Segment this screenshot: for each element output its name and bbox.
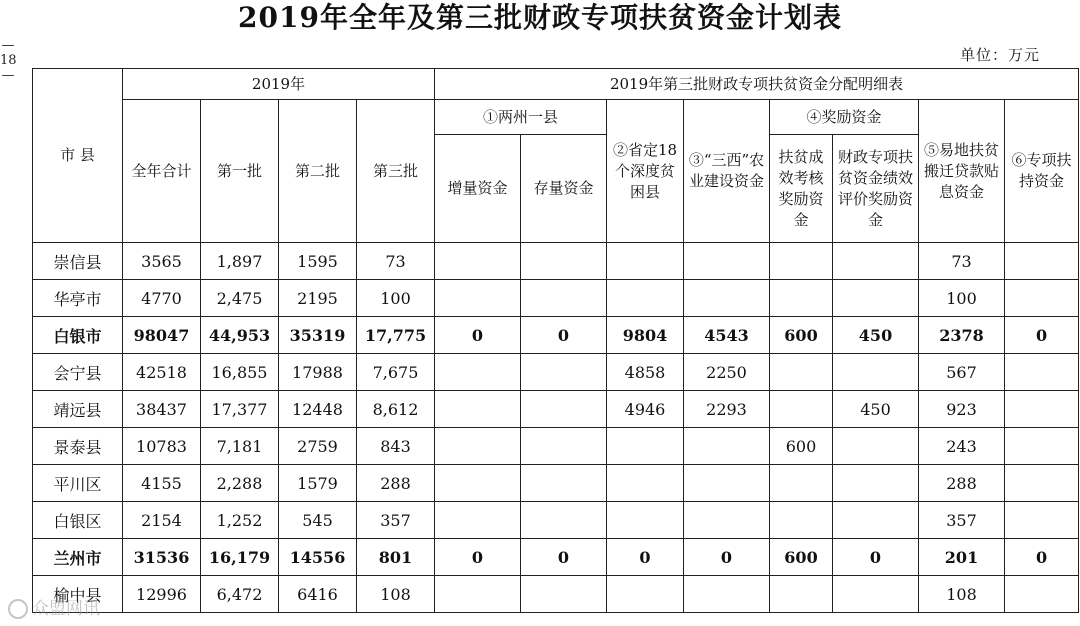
- county-name-cell: 景泰县: [33, 428, 123, 465]
- value-cell-total: 4770: [123, 280, 201, 317]
- value-cell-deep: 9804: [607, 317, 684, 354]
- value-cell-reval: 450: [833, 391, 919, 428]
- table-body: [33, 243, 1079, 613]
- value-cell-b2: 6416: [279, 576, 357, 613]
- value-cell-reval: [833, 243, 919, 280]
- value-cell-inc: 0: [435, 539, 521, 576]
- page-title: 2019年全年及第三批财政专项扶贫资金计划表: [238, 1, 842, 34]
- value-cell-exist: [521, 428, 607, 465]
- county-name-cell: 华亭市: [33, 280, 123, 317]
- county-name-cell: 白银区: [33, 502, 123, 539]
- value-cell-exist: [521, 391, 607, 428]
- value-cell-deep: [607, 465, 684, 502]
- table-row: [33, 465, 1079, 502]
- col-relocation: ⑤易地扶贫搬迁贷款贴息资金: [919, 100, 1005, 243]
- watermark-text: 众盟网讯: [32, 599, 100, 619]
- table-row: [33, 428, 1079, 465]
- value-cell-reloc: 108: [919, 576, 1005, 613]
- value-cell-exist: 0: [521, 317, 607, 354]
- value-cell-total: 2154: [123, 502, 201, 539]
- value-cell-reval: [833, 502, 919, 539]
- county-name-cell: 榆中县: [33, 576, 123, 613]
- value-cell-sanxi: 2293: [684, 391, 770, 428]
- value-cell-reval: [833, 280, 919, 317]
- group-reward: ④奖励资金: [770, 100, 919, 135]
- value-cell-rperf: [770, 502, 833, 539]
- value-cell-deep: 4858: [607, 354, 684, 391]
- value-cell-reval: [833, 428, 919, 465]
- page-number: — 18 —: [0, 38, 17, 83]
- table-header: [33, 69, 1079, 243]
- value-cell-inc: [435, 391, 521, 428]
- value-cell-inc: [435, 465, 521, 502]
- table-row: [33, 502, 1079, 539]
- value-cell-inc: 0: [435, 317, 521, 354]
- value-cell-b3: 108: [357, 576, 435, 613]
- county-name-cell: 兰州市: [33, 539, 123, 576]
- value-cell-sanxi: [684, 465, 770, 502]
- col-special: ⑥专项扶持资金: [1005, 100, 1079, 243]
- value-cell-rperf: [770, 576, 833, 613]
- value-cell-b1: 17,377: [201, 391, 279, 428]
- col-county: 市 县: [33, 69, 123, 243]
- value-cell-reloc: 2378: [919, 317, 1005, 354]
- value-cell-exist: [521, 354, 607, 391]
- value-cell-spec: 0: [1005, 539, 1079, 576]
- group-2019: 2019年: [123, 69, 435, 100]
- value-cell-b3: 17,775: [357, 317, 435, 354]
- value-cell-deep: 0: [607, 539, 684, 576]
- value-cell-reloc: 243: [919, 428, 1005, 465]
- col-existing: 存量资金: [521, 135, 607, 243]
- value-cell-b2: 12448: [279, 391, 357, 428]
- group-liangzhou: ①两州一县: [435, 100, 607, 135]
- value-cell-spec: [1005, 354, 1079, 391]
- value-cell-reval: [833, 576, 919, 613]
- value-cell-sanxi: 4543: [684, 317, 770, 354]
- value-cell-rperf: 600: [770, 317, 833, 354]
- table-row: [33, 243, 1079, 280]
- value-cell-reloc: 357: [919, 502, 1005, 539]
- value-cell-exist: [521, 280, 607, 317]
- table-row: [33, 391, 1079, 428]
- value-cell-total: 12996: [123, 576, 201, 613]
- value-cell-sanxi: 2250: [684, 354, 770, 391]
- table-row: [33, 354, 1079, 391]
- value-cell-b2: 1579: [279, 465, 357, 502]
- unit-label: 单位：万元: [959, 46, 1040, 64]
- value-cell-deep: [607, 502, 684, 539]
- value-cell-b1: 6,472: [201, 576, 279, 613]
- value-cell-total: 38437: [123, 391, 201, 428]
- col-reward-eval: 财政专项扶贫资金绩效评价奖励资金: [833, 135, 919, 243]
- value-cell-exist: 0: [521, 539, 607, 576]
- value-cell-b1: 16,855: [201, 354, 279, 391]
- col-sanxi: ③“三西”农业建设资金: [684, 100, 770, 243]
- value-cell-b3: 8,612: [357, 391, 435, 428]
- value-cell-b3: 801: [357, 539, 435, 576]
- value-cell-deep: [607, 280, 684, 317]
- value-cell-spec: [1005, 502, 1079, 539]
- value-cell-rperf: [770, 280, 833, 317]
- funding-table: [32, 68, 1079, 613]
- col-batch1: 第一批: [201, 100, 279, 243]
- table-row: [33, 280, 1079, 317]
- county-name-cell: 会宁县: [33, 354, 123, 391]
- value-cell-sanxi: [684, 502, 770, 539]
- value-cell-sanxi: [684, 243, 770, 280]
- value-cell-reloc: 923: [919, 391, 1005, 428]
- value-cell-reloc: 567: [919, 354, 1005, 391]
- value-cell-b1: 2,475: [201, 280, 279, 317]
- value-cell-b1: 16,179: [201, 539, 279, 576]
- value-cell-b3: 100: [357, 280, 435, 317]
- value-cell-inc: [435, 280, 521, 317]
- value-cell-b2: 2759: [279, 428, 357, 465]
- value-cell-b1: 1,897: [201, 243, 279, 280]
- value-cell-total: 42518: [123, 354, 201, 391]
- value-cell-spec: 0: [1005, 317, 1079, 354]
- value-cell-b2: 2195: [279, 280, 357, 317]
- value-cell-b1: 44,953: [201, 317, 279, 354]
- value-cell-b2: 17988: [279, 354, 357, 391]
- value-cell-reloc: 201: [919, 539, 1005, 576]
- value-cell-b2: 545: [279, 502, 357, 539]
- group-detail: 2019年第三批财政专项扶贫资金分配明细表: [435, 69, 1079, 100]
- value-cell-rperf: [770, 354, 833, 391]
- value-cell-reloc: 73: [919, 243, 1005, 280]
- value-cell-spec: [1005, 465, 1079, 502]
- col-annual-total: 全年合计: [123, 100, 201, 243]
- value-cell-deep: 4946: [607, 391, 684, 428]
- value-cell-rperf: [770, 465, 833, 502]
- value-cell-b3: 288: [357, 465, 435, 502]
- value-cell-rperf: 600: [770, 539, 833, 576]
- county-name-cell: 靖远县: [33, 391, 123, 428]
- col-incremental: 增量资金: [435, 135, 521, 243]
- col-deep-poverty: ②省定18个深度贫困县: [607, 100, 684, 243]
- value-cell-rperf: [770, 391, 833, 428]
- value-cell-reval: 450: [833, 317, 919, 354]
- value-cell-reval: [833, 354, 919, 391]
- value-cell-inc: [435, 243, 521, 280]
- value-cell-inc: [435, 502, 521, 539]
- value-cell-rperf: [770, 243, 833, 280]
- value-cell-exist: [521, 576, 607, 613]
- value-cell-reval: 0: [833, 539, 919, 576]
- value-cell-spec: [1005, 243, 1079, 280]
- value-cell-reloc: 288: [919, 465, 1005, 502]
- table-row: [33, 317, 1079, 354]
- value-cell-total: 10783: [123, 428, 201, 465]
- value-cell-spec: [1005, 576, 1079, 613]
- watermark-logo-icon: [8, 599, 28, 619]
- value-cell-deep: [607, 243, 684, 280]
- value-cell-reval: [833, 465, 919, 502]
- value-cell-inc: [435, 354, 521, 391]
- value-cell-b2: 14556: [279, 539, 357, 576]
- value-cell-b1: 7,181: [201, 428, 279, 465]
- value-cell-b3: 357: [357, 502, 435, 539]
- county-name-cell: 崇信县: [33, 243, 123, 280]
- value-cell-exist: [521, 465, 607, 502]
- value-cell-rperf: 600: [770, 428, 833, 465]
- value-cell-total: 98047: [123, 317, 201, 354]
- col-batch3: 第三批: [357, 100, 435, 243]
- table-row: [33, 539, 1079, 576]
- col-reward-perf: 扶贫成效考核奖励资金: [770, 135, 833, 243]
- value-cell-exist: [521, 502, 607, 539]
- value-cell-deep: [607, 428, 684, 465]
- value-cell-inc: [435, 576, 521, 613]
- value-cell-spec: [1005, 391, 1079, 428]
- value-cell-sanxi: 0: [684, 539, 770, 576]
- county-name-cell: 白银市: [33, 317, 123, 354]
- value-cell-exist: [521, 243, 607, 280]
- value-cell-spec: [1005, 428, 1079, 465]
- value-cell-deep: [607, 576, 684, 613]
- value-cell-reloc: 100: [919, 280, 1005, 317]
- value-cell-b3: 843: [357, 428, 435, 465]
- value-cell-sanxi: [684, 576, 770, 613]
- value-cell-b1: 1,252: [201, 502, 279, 539]
- value-cell-b2: 1595: [279, 243, 357, 280]
- value-cell-total: 4155: [123, 465, 201, 502]
- value-cell-sanxi: [684, 428, 770, 465]
- value-cell-b2: 35319: [279, 317, 357, 354]
- value-cell-total: 31536: [123, 539, 201, 576]
- value-cell-inc: [435, 428, 521, 465]
- table-row: [33, 576, 1079, 613]
- value-cell-spec: [1005, 280, 1079, 317]
- col-batch2: 第二批: [279, 100, 357, 243]
- value-cell-sanxi: [684, 280, 770, 317]
- value-cell-total: 3565: [123, 243, 201, 280]
- value-cell-b3: 7,675: [357, 354, 435, 391]
- value-cell-b1: 2,288: [201, 465, 279, 502]
- value-cell-b3: 73: [357, 243, 435, 280]
- county-name-cell: 平川区: [33, 465, 123, 502]
